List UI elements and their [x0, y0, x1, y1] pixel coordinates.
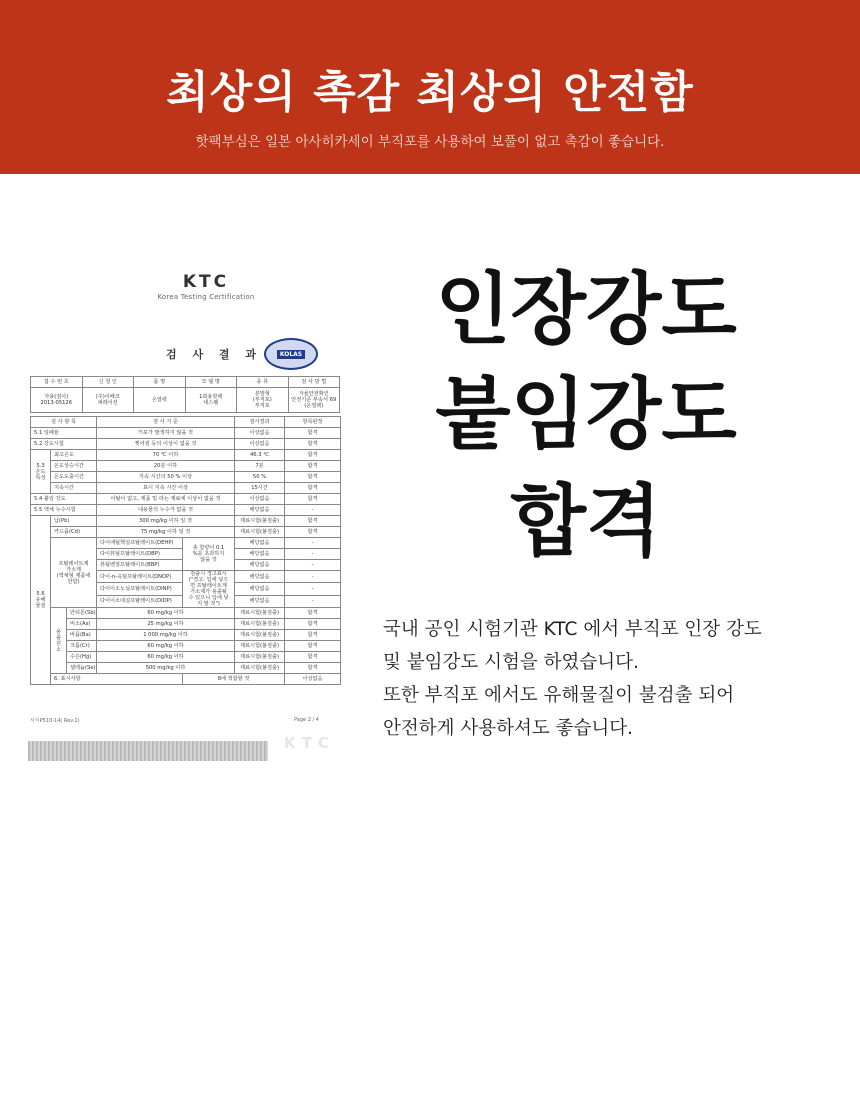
info-header: 종 류 — [237, 377, 289, 388]
table-row: 바륨(Ba) 1 000 mg/kg 이하 재료시험(불검출) 합격 — [31, 630, 341, 641]
header-banner — [0, 0, 860, 174]
banner-subtitle: 핫팩부심은 일본 아사히카세이 부직포를 사용하여 보풀이 없고 촉감이 좋습니다. — [195, 134, 665, 150]
table-row: 뷰틸벤질프탈레이트(BBP) 해당없음 - — [31, 560, 341, 571]
temp-group-label: 5.3 온도 특성 — [31, 450, 51, 494]
table-row: 셀레늄(Se) 500 mg/kg 이하 재료시험(불검출) 합격 — [31, 663, 341, 674]
table-row: 5.1 일폐율 키포가 발생하지 않을 것 이상없음 합격 — [31, 428, 341, 439]
description-line: 국내 공인 시험기관 KTC 에서 부직포 인장 강도 — [383, 619, 762, 640]
table-row: 다이이소노닐프탈레이트(DINP) 해당없음 - — [31, 583, 341, 595]
certificate-result-table — [30, 416, 341, 685]
table-row: 5.2 강도시험 찢어짐 등의 이상이 없을 것 이상없음 합격 — [31, 439, 341, 450]
table-row: 5.3 온도 특성 최고온도 70 ℃ 이하 46.3 ℃ 합격 — [31, 450, 341, 461]
description-text — [383, 613, 843, 745]
barcode-strip — [28, 741, 268, 761]
info-value: 온열팩 — [134, 388, 186, 413]
ktc-logo-subtitle: Korea Testing Certification — [157, 293, 255, 301]
headline-tensile-strength: 인장강도 — [435, 265, 737, 355]
table-row: 다이-n-옥틸프탈레이트(DNOP) 검출시 경고표시 ("경고: 입에 넣으 면 프탈레이트계 가소제가 용출될 수 있으니 입에 넣 지 말 것") 해당없음 - — [31, 571, 341, 583]
headline-adhesion-strength: 붙임강도 — [435, 370, 737, 460]
table-row: 프탈레이트계 가소제 (액체형 제품에 한함) 다이에틸헥실프탈레이트(DEHP) 총 함량이 0.1 %를 초과하지 않을 것 해당없음 - — [31, 538, 341, 549]
description-line: 또한 부직포 에서도 유해물질이 불검출 되어 — [383, 685, 735, 706]
info-header: 모 델 명 — [185, 377, 237, 388]
info-header: 품 명 — [134, 377, 186, 388]
table-row: 다이이소데실프탈레이트(DIDP) 해당없음 - — [31, 595, 341, 607]
kolas-label: KOLAS — [277, 350, 305, 359]
table-row: 6. 표시사항 8에 적합할 것 이상없음 — [31, 674, 341, 685]
table-row: 지속시간 표시 지속 시간 이상 15시간 합격 — [31, 483, 341, 494]
headline-pass: 합격 — [510, 477, 662, 567]
metals-group-label: 용 출 원 소 — [51, 608, 67, 674]
info-header: 신 청 인 — [82, 377, 134, 388]
ktc-logo-mark: KTC — [182, 272, 230, 292]
ktc-logo — [146, 272, 266, 301]
result-header: 검사결과 — [235, 417, 285, 428]
table-row: 카드뮴(Cd) 75 mg/kg 이하 일 것 재료시험(불검출) 합격 — [31, 527, 341, 538]
result-header: 검 사 기 준 — [97, 417, 235, 428]
info-value: 자용(검사) 2013-05126 — [31, 388, 83, 413]
table-row: 5.4 붙임 강도 이탈이 없고, 제품 및 라는 제료에 이상이 없을 것 이상없음 합격 — [31, 494, 341, 505]
info-value: 분말형 (부직포) 부직포 — [237, 388, 289, 413]
certificate-title: 검 사 결 과 — [166, 348, 262, 361]
table-row: 온도상승시간 20분 이하 7분 합격 — [31, 461, 341, 472]
table-row: 크롬(Cr) 60 mg/kg 이하 재료시험(불검출) 합격 — [31, 641, 341, 652]
banner-title: 최상의 촉감 최상의 안전함 — [166, 67, 694, 118]
table-row: 용 출 원 소 안티몬(Sb) 60 mg/kg 이하 재료시험(불검출) 합격 — [31, 608, 341, 619]
table-row: 수은(Hg) 60 mg/kg 이하 재료시험(불검출) 합격 — [31, 652, 341, 663]
table-row: 다이뷰틸프탈레이트(DBP) 해당없음 - — [31, 549, 341, 560]
certificate-form-number: 서식P510-14( Rev.1) — [30, 718, 80, 724]
certificate-info-table — [30, 376, 340, 413]
table-row: 5.5 액체 누수시험 내용물의 누수가 없을 것 해당없음 - — [31, 505, 341, 516]
kolas-seal-icon — [264, 338, 318, 370]
info-header: 접 수 번 호 — [31, 377, 83, 388]
result-header: 검 사 항 목 — [31, 417, 97, 428]
table-row: 온도도출시간 지속 시간의 50 % 이상 50 % 합격 — [31, 472, 341, 483]
result-header: 항목판정 — [285, 417, 341, 428]
ktc-watermark: KTC — [284, 734, 335, 752]
hazard-group-label: 5.6 유해 물질 — [31, 516, 51, 685]
info-value: (주)이베코 퍼레이션 — [82, 388, 134, 413]
description-line: 및 붙임강도 시험을 하였습니다. — [383, 652, 639, 673]
info-value: 자율안전확인 안전기준 부속서 69 (온열팩) — [288, 388, 340, 413]
table-row: 비소(As) 25 mg/kg 이하 재료시험(불검출) 합격 — [31, 619, 341, 630]
phthalate-group-label: 프탈레이트계 가소제 (액체형 제품에 한함) — [51, 538, 97, 608]
info-value: 1회용핫팩 대스웰 — [185, 388, 237, 413]
description-line: 안전하게 사용하셔도 좋습니다. — [383, 718, 633, 739]
certificate-page-number: Page 2 / 4 — [294, 717, 319, 723]
test-certificate-image — [26, 262, 352, 768]
info-header: 검 사 방 법 — [288, 377, 340, 388]
table-row: 5.6 유해 물질 납(Pb) 300 mg/kg 이하 일 것 재료시험(불검출) 합격 — [31, 516, 341, 527]
